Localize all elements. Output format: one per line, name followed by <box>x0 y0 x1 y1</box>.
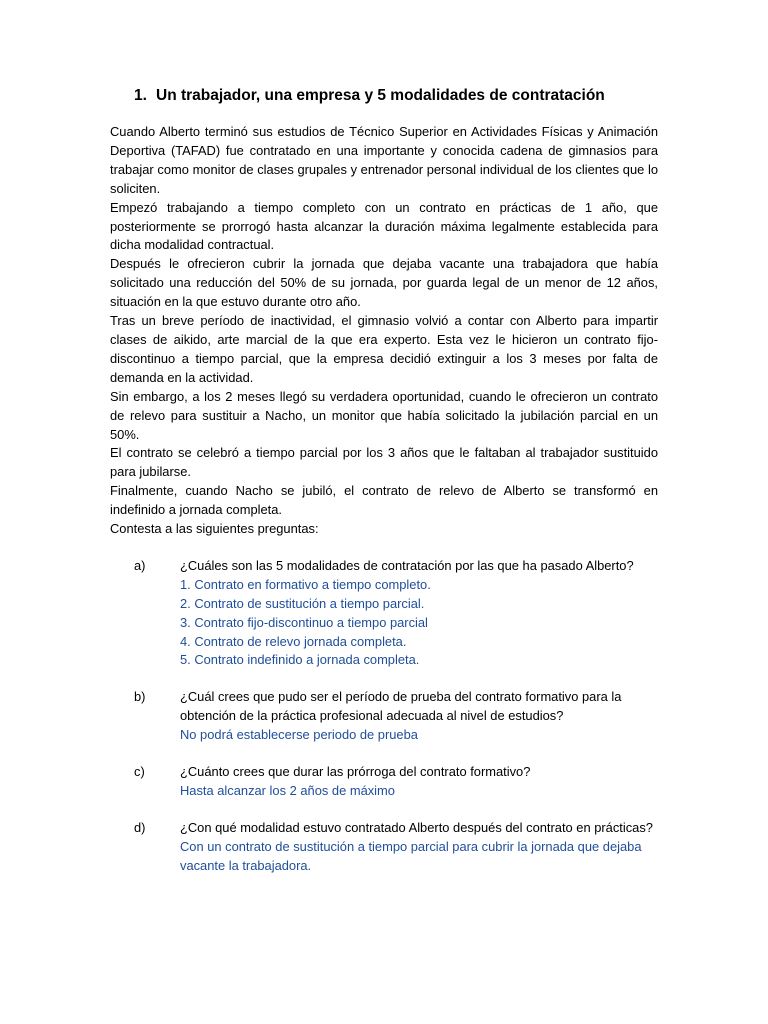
paragraph: El contrato se celebró a tiempo parcial por los 3 años que le faltaban al trabajador sustituido para jubilarse. <box>110 445 658 480</box>
answer-line: No podrá establecerse periodo de prueba <box>180 727 418 743</box>
question-text: ¿Cuál crees que pudo ser el período de prueba del contrato formativo para la obtención de la práctica profesional adecuada al nivel de estudios? <box>180 689 622 724</box>
question-letter: d) <box>134 819 146 835</box>
spacer <box>110 539 658 557</box>
instructions-line: Contesta a las siguientes preguntas: <box>110 521 319 537</box>
paragraph: Cuando Alberto terminó sus estudios de Técnico Superior en Actividades Físicas y Animación Deportiva (TAFAD) fue contratado en una importante y conocida cadena de gimnasios para trabajar como monitor de clases grupales y entrenador personal individual de los clientes que lo soliciten. <box>110 124 658 196</box>
question-text: ¿Con qué modalidad estuvo contratado Alberto después del contrato en prácticas? <box>180 819 653 835</box>
question-letter: b) <box>134 689 146 705</box>
question-c-block <box>110 763 658 801</box>
answer-line: 1. Contrato en formativo a tiempo completo. <box>180 576 431 592</box>
section-number: 1. <box>134 87 147 104</box>
paragraph: Tras un breve período de inactividad, el gimnasio volvió a contar con Alberto para impartir clases de aikido, arte marcial de la que era experto. Esta vez le hicieron un contrato fijo-discontinuo a tiempo parcial, que la empresa decidió extinguir a los 3 meses por falta de demanda en la actividad. <box>110 313 658 385</box>
answer-block <box>180 782 658 801</box>
paragraph: Finalmente, cuando Nacho se jubiló, el contrato de relevo de Alberto se transformó en indefinido a jornada completa. <box>110 483 658 518</box>
question-text: ¿Cuáles son las 5 modalidades de contratación por las que ha pasado Alberto? <box>180 557 634 573</box>
question-a-block <box>110 557 658 670</box>
answer-block <box>180 726 658 745</box>
paragraph: Empezó trabajando a tiempo completo con un contrato en prácticas de 1 año, que posteriormente se prorrogó hasta alcanzar la duración máxima legalmente establecida para dicha modalidad contractual. <box>110 199 658 253</box>
paragraph: Después le ofrecieron cubrir la jornada que dejaba vacante una trabajadora que había solicitado una reducción del 50% de su jornada, por guarda legal de un menor de 12 años, situación en la que estuvo durante otro año. <box>110 256 658 310</box>
question-d-block <box>110 819 658 876</box>
section-title <box>134 85 658 107</box>
question-letter: c) <box>134 764 145 780</box>
question-b-block <box>110 688 658 745</box>
question-letter: a) <box>134 557 146 573</box>
answer-line: 2. Contrato de sustitución a tiempo parcial. <box>180 595 425 611</box>
answer-block <box>180 838 658 876</box>
question-text: ¿Cuánto crees que durar las prórroga del contrato formativo? <box>180 764 531 780</box>
case-description <box>110 123 658 539</box>
answer-line: 3. Contrato fijo-discontinuo a tiempo parcial <box>180 614 428 630</box>
answer-line: Con un contrato de sustitución a tiempo parcial para cubrir la jornada que dejaba vacante la trabajadora. <box>180 838 642 873</box>
answer-line: 4. Contrato de relevo jornada completa. <box>180 633 407 649</box>
section-title-text: Un trabajador, una empresa y 5 modalidades de contratación <box>156 87 605 104</box>
answer-block <box>180 576 658 671</box>
answer-line: 5. Contrato indefinido a jornada completa. <box>180 652 420 668</box>
paragraph: Sin embargo, a los 2 meses llegó su verdadera oportunidad, cuando le ofrecieron un contrato de relevo para sustituir a Nacho, un monitor que había solicitado la jubilación parcial en un 50%. <box>110 388 658 442</box>
answer-line: Hasta alcanzar los 2 años de máximo <box>180 783 395 798</box>
